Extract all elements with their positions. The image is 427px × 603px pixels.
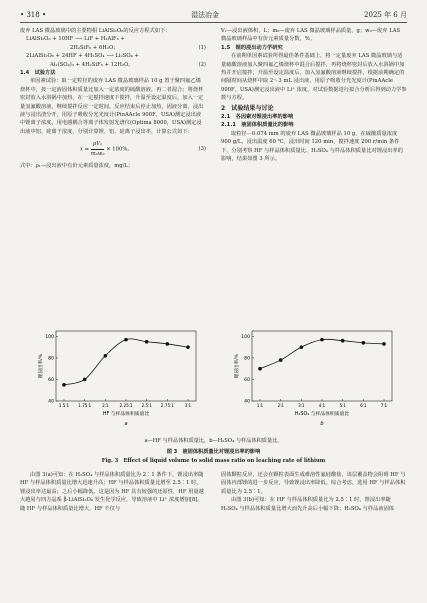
y-axis-label: 锂浸出率/%: [39, 353, 44, 379]
panel-label: b: [320, 421, 324, 427]
page-number: • 318 •: [20, 11, 47, 19]
method-paragraph: 单因素试验：取一定粒径的废弃 LAS 微晶玻璃样品 10 g 置于聚四氟乙烯烧杯中，按一定液固体积质量比加入一定浓度的硫酸溶液，再二者混合；将烧杯密封放入水浴锅中加热，在一定搅拌速度下搅拌，升温至设定温度后，加入一定量氢氟酸溶液，继续搅拌反应一定时间。反应结束后停止加热，固液分离，浸出液与浸出渣分开，用原子吸收分光光度计(PinAAcle 900F，USA)测定浸出液中锂离子浓度，用电感耦合等离子体发射光谱仪(Optima 8000，USA)测定浸出液中铝、硅离子浓度，分别计算锂、铝、硅离子浸出率，计算公式如下：: [20, 78, 204, 135]
x-tick-label: 4∶1: [318, 403, 326, 408]
reaction-intro: 废弃 LAS 微晶玻璃中的主要物相 LiAlSi₂O₆的反应方程式如下：: [20, 28, 171, 34]
x-axis-label: H₂SO₄ 与样品体积质量比: [294, 412, 350, 417]
section-2-1-1-heading: 2.1.1 液固体积质量比的影响: [221, 122, 294, 129]
data-point: [320, 338, 324, 342]
y-tick-label: 80: [48, 356, 54, 362]
y-tick-label: 40: [244, 399, 250, 405]
plot-frame: [252, 331, 392, 401]
x-axis-label: HF 与样品体积质量比: [102, 412, 150, 417]
page-header: [20, 8, 407, 23]
x-tick-label: 6∶1: [360, 403, 367, 408]
data-point: [186, 345, 190, 349]
section-1-5-heading: 1.5 锂的浸出动力学研究: [221, 44, 283, 51]
result-paragraph-a: 由图 3(a)可知：在 H₂SO₄ 与样品体积质量比为 2∶1 条件下，锂浸出率随 HF 与样品体积质量比增大迅速升高；HF 与样品体积质量比增至 2.5∶1 时，锂浸出率达最高；之后小幅降低。这是因为 HF 具有较强的还原性，HF 用量越大越易与四方晶系 β-LiAlSi₂O₆ 发生化学反应，导致溶液中 Li⁺ 浓度增加[8]。随 HF 与样品体积质量比增大，HF 不仅与: [20, 472, 204, 512]
chart-panel-b: [233, 331, 392, 427]
equation-2-line-b: Al₂(SO₄)₃ + 4H₂SiF₆ + 12H₂O。 (2): [50, 61, 206, 68]
variable-definitions: V₁—浸出液体积，L；m₀—废弃 LAS 微晶玻璃样品质量，g；w₀—废弃 LAS 微晶玻璃样品中有价元素质量分数，%。: [221, 28, 401, 43]
x-tick-label: 2.75∶1: [160, 403, 174, 408]
figure-caption-cn: 图 3 液固体积质量比对锂浸出率的影响: [166, 449, 261, 455]
data-point: [124, 338, 128, 342]
kinetics-paragraph: 在前期单因素试验所得最佳条件基础上，将一定量废弃 LAS 微晶玻璃与适量硫酸溶液加入聚四氟乙烯烧杯中混合后搅拌，再将烧杯密封后放入水浴锅中加热并开启搅拌，升温至设定温度后，加入氢氟酸溶液继续搅拌。根据前期确定的间隔时间从烧杯中取 2～3 mL 浸出液，用原子吸收分光光度计(PinAAcle 900F，USA)测定浸出液中 Li⁺ 浓度，对试验数据进行拟合分析后得到动力学参数与方程。: [221, 53, 407, 102]
chart-panel-a: [37, 331, 196, 427]
data-point: [362, 341, 366, 345]
x-tick-label: 7∶1: [380, 403, 388, 408]
result-paragraph-b: 由图 3(b)可知：在 HF 与样品体积质量比为 2.5∶1 时，锂浸出率随 H₂SO₄ 与样品体积质量比增大而先升高后小幅下降；H₂SO₄ 与样品液固体: [221, 497, 395, 512]
y-tick-label: 40: [48, 399, 54, 405]
data-point: [300, 345, 304, 349]
journal-name: 湿法冶金: [191, 11, 220, 19]
data-point: [382, 342, 386, 346]
plot-frame: [56, 331, 196, 401]
right-column: [221, 27, 407, 164]
figure-note: a—HF 与样品体积质量比，b—H₂SO₄ 与样品体积质量比。: [144, 438, 283, 444]
y-tick-label: 100: [45, 334, 54, 340]
data-point: [258, 367, 262, 371]
x-tick-label: 1.5∶1: [58, 403, 70, 408]
data-point: [104, 354, 108, 358]
equation-1-number: (1): [198, 44, 206, 51]
x-tick-label: 2∶1: [102, 403, 109, 408]
data-point: [145, 340, 149, 344]
data-point: [341, 339, 345, 343]
y-tick-label: 60: [244, 377, 250, 383]
equation-2-number: (2): [198, 61, 206, 68]
data-point: [83, 378, 87, 382]
bottom-left-column: [20, 471, 206, 513]
bottom-right-column: [221, 471, 407, 513]
figure-caption-en: Fig. 3 Effect of liquid volume to solid mass ratio on leaching rate of lithium: [101, 458, 326, 464]
x-tick-label: 2.5∶1: [141, 403, 152, 408]
x-tick-label: 2∶1: [277, 403, 284, 408]
x-tick-label: 1.75∶1: [78, 403, 92, 408]
panel-label: a: [124, 421, 128, 427]
x-tick-label: 2.25∶1: [119, 403, 133, 408]
data-point: [279, 358, 283, 362]
section-1-4-heading: 1.4 试验方法: [20, 70, 56, 77]
left-column: [20, 27, 206, 171]
result-paragraph-a-cont: 固体颗粒反应，还会在颗粒表面生成难溶性氟硅酸盐，该层覆盖物会阻碍 HF 与固体内部锂的进一步反应，导致锂浸出率降低。综合考虑，选用 HF 与样品体积质量比为 2.5∶1。: [221, 472, 406, 495]
data-point: [166, 342, 170, 346]
series-line: [260, 339, 384, 368]
formula-fraction: $\frac{\text{ρV₁}}{\text{m₀w₀}}$: [90, 141, 105, 157]
y-tick-label: 80: [244, 356, 250, 362]
x-tick-label: 3∶1: [184, 403, 192, 408]
ratio-paragraph: 取粒径－0.074 mm 的废弃 LAS 微晶玻璃样品 10 g，在硫酸质量浓度 900 g/L，浸出温度 60 ℃，浸出时间 120 min，搅拌速度 200 r/min 条件下，分别考察 HF 与样品体积质量比、H₂SO₄ 与样品体积质量比对锂浸出率的影响，结果如图 3 所示。: [221, 130, 403, 163]
formula-variables: 式中：ρ₁—浸出液中有价元素质量浓度，mg/L；: [20, 163, 134, 170]
x-tick-label: 1∶1: [256, 403, 264, 408]
series-line: [64, 339, 188, 385]
x-tick-label: 3∶1: [298, 403, 305, 408]
y-tick-label: 100: [241, 334, 250, 340]
section-2-heading: 2 试验结果与讨论: [221, 104, 274, 112]
equation-2-line-a: 2LiAlSi₂O₆ + 24HF + 4H₂SO₄ ⟶ Li₂SO₄ +: [26, 53, 139, 60]
formula-number: (3): [198, 145, 206, 152]
equation-1-line-a: LiAlSi₂O₆ + 10HF ⟶ LiF + H₃AlF₆ +: [26, 36, 125, 43]
issue-date: 2025 年 6 月: [364, 11, 407, 19]
equation-1-line-b: 2H₂SiF₆ + 6H₂O； (1): [70, 44, 206, 51]
formula-3: x = $\frac{\text{ρV₁}}{\text{m₀w₀}}$ × 100%。 (3): [80, 141, 206, 157]
x-tick-label: 5∶1: [339, 403, 346, 408]
y-tick-label: 60: [48, 377, 54, 383]
data-point: [62, 383, 66, 387]
section-2-1-heading: 2.1 各因素对锂浸出率的影响: [221, 114, 294, 121]
y-axis-label: 锂浸出率/%: [235, 353, 240, 379]
figure-3-charts: [20, 325, 407, 435]
